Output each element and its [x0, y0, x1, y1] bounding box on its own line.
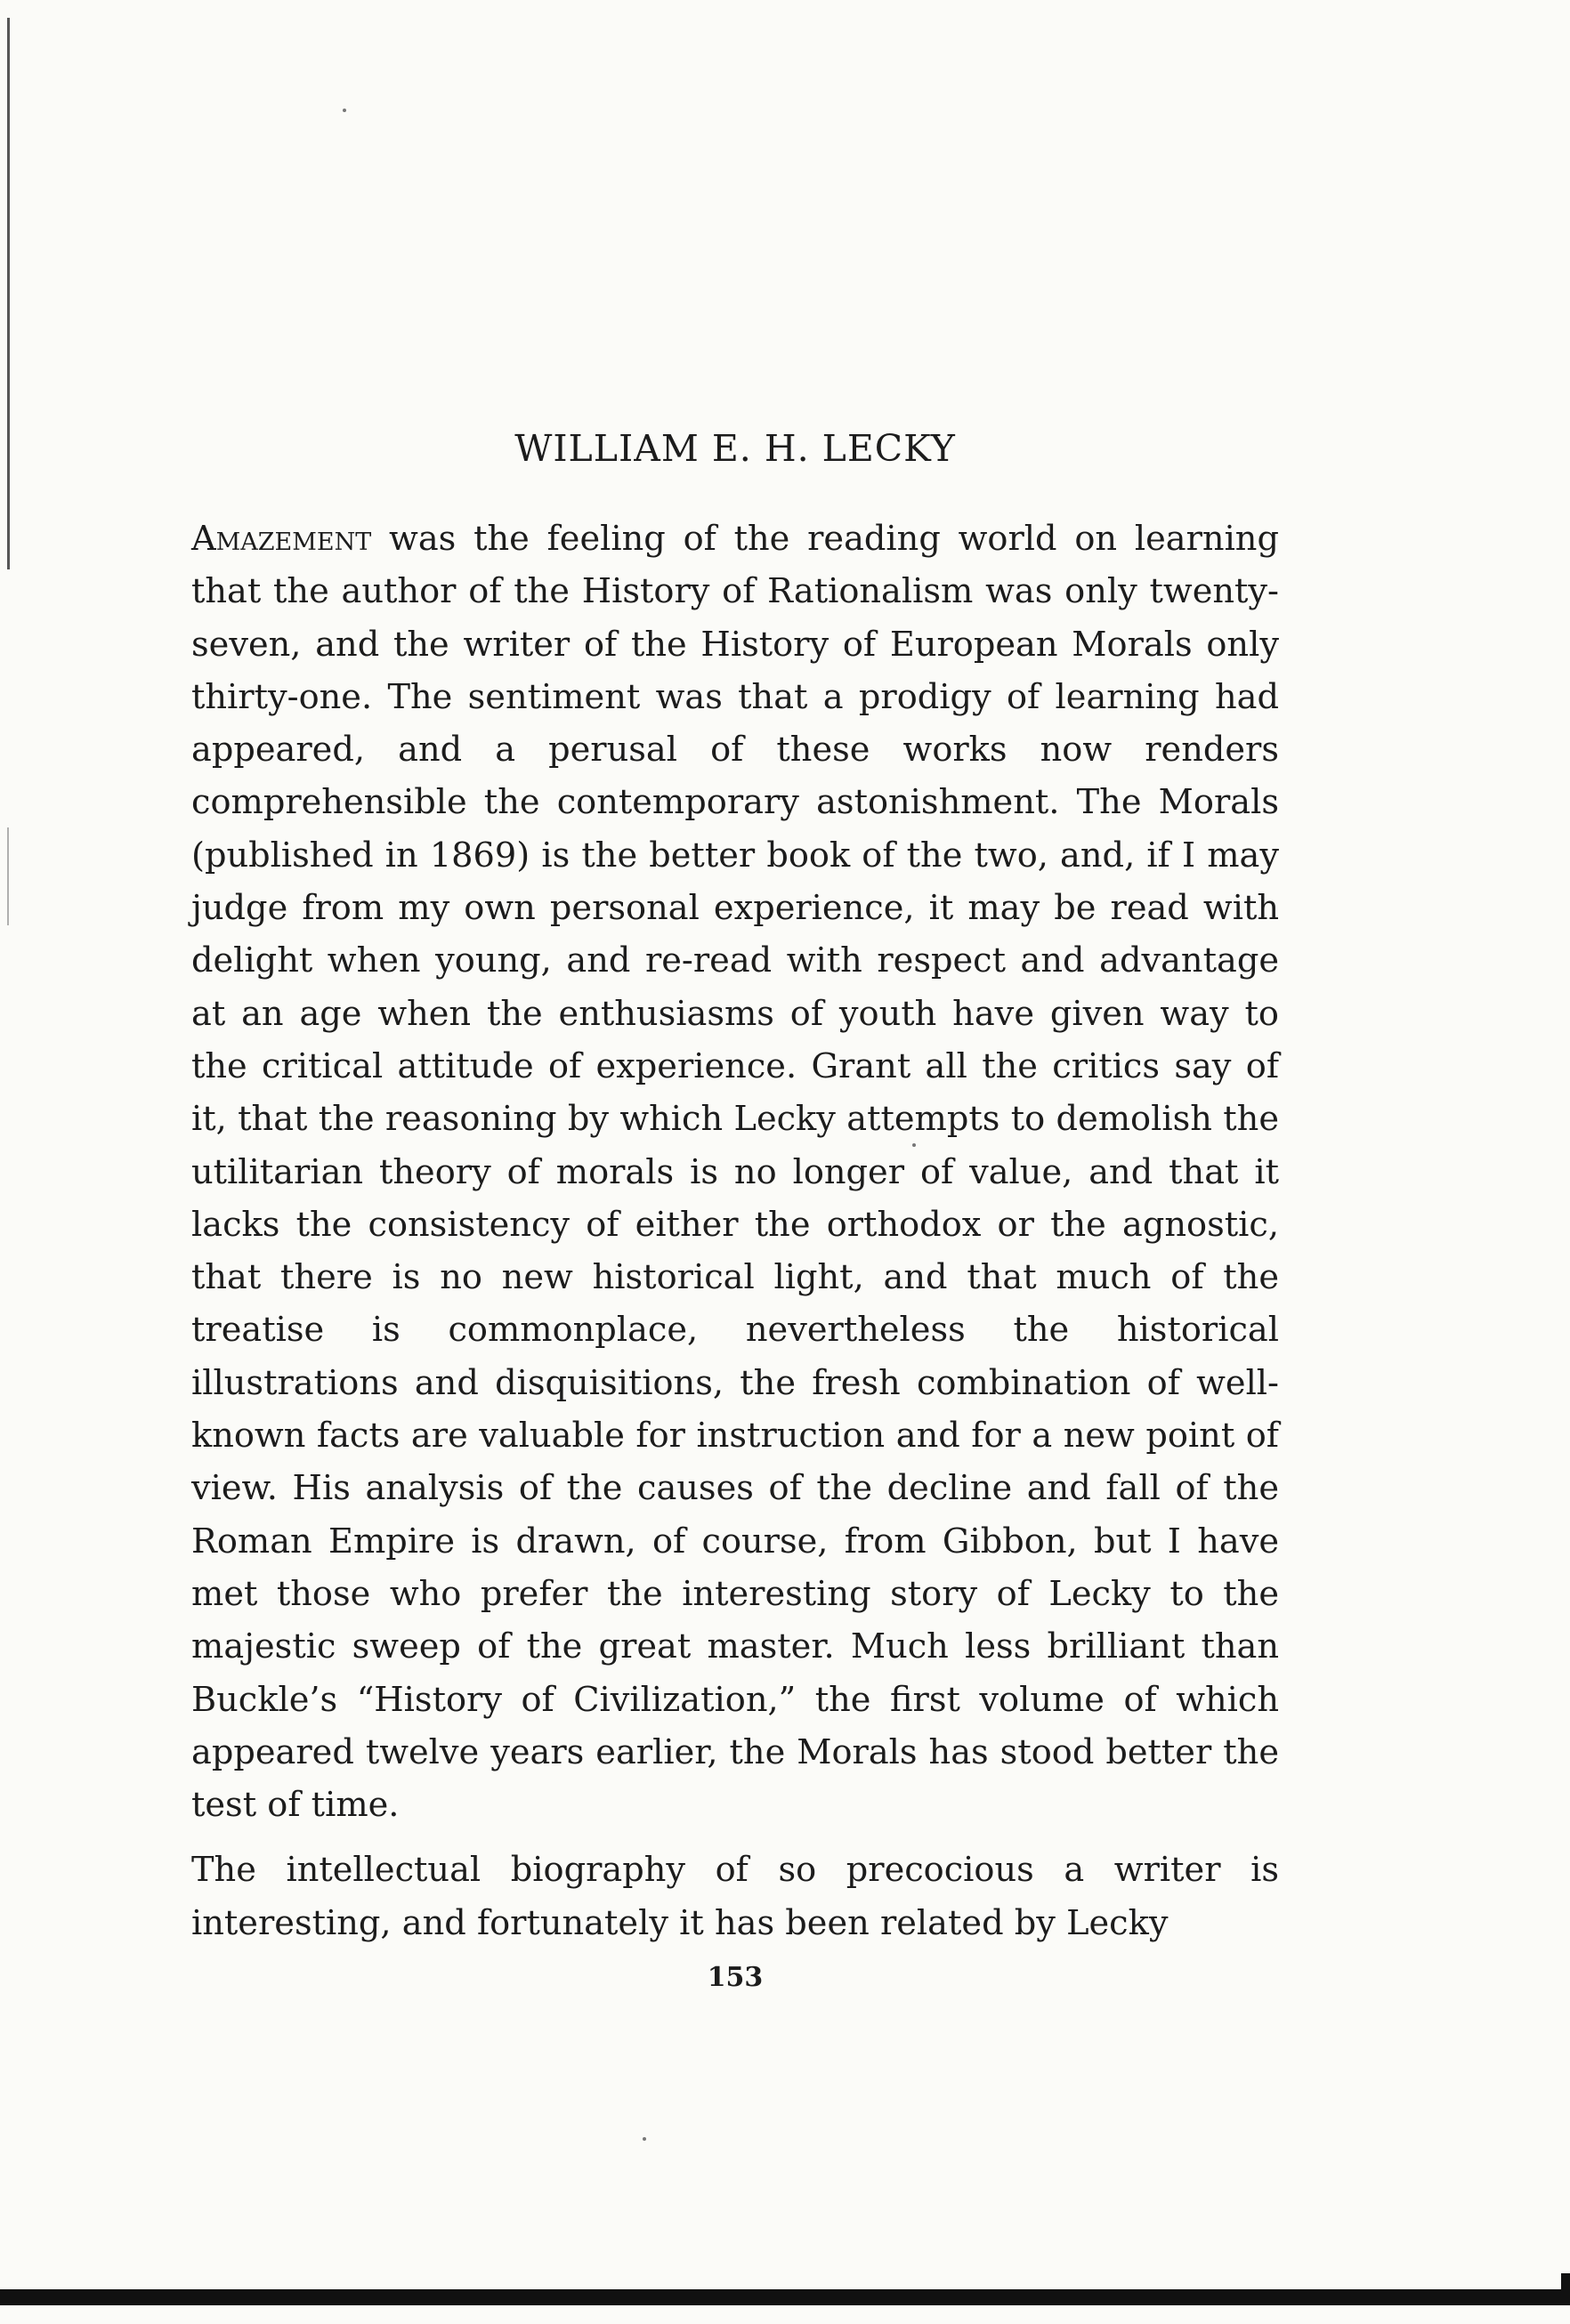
scan-edge-mark	[7, 18, 10, 569]
paragraph-text: The intellectual biography of so precocious a writer is interesting, and fortunately it has been related by Lecky	[191, 1850, 1279, 1943]
scan-speck	[343, 109, 346, 112]
scan-speck	[643, 2137, 646, 2141]
body-text	[191, 512, 1279, 1949]
scan-bottom-edge-end	[1561, 2273, 1570, 2305]
page-content	[191, 427, 1279, 1993]
paragraph-text: was the feeling of the reading world on learning that the author of the History of Rationalism was only twenty-seven, and the writer of the History of European Morals only thirty-one. The sentiment was that a prodigy of learning had appeared, and a perusal of these works now renders comprehensible the contemporary astonishment. The Morals (published in 1869) is the better book of the two, and, if I may judge from my own personal experience, it may be read with delight when young, and re-read with respect and advantage at an age when the enthusiasms of youth have given way to the critical attitude of experience. Grant all the critics say of it, that the reasoning by which Lecky attempts to demolish the utilitarian theory of morals is no longer of value, and that it lacks the consistency of either the orthodox or the agnostic, that there is no new historical light, and that much of the treatise is commonplace, nevertheless the historical illustrations and disquisitions, the fresh combination of well-known facts are valuable for instruction and for a new point of view. His analysis of the causes of the decline and fall of the Roman Empire is drawn, of course, from Gibbon, but I have met those who prefer the interesting story of Lecky to the majestic sweep of the great master. Much less brilliant than Buckle’s “History of Civilization,” the first volume of which appeared twelve years earlier, the Morals has stood better the test of time.	[191, 519, 1279, 1826]
scan-speck	[912, 1143, 916, 1147]
lead-word: Amazement	[191, 519, 372, 559]
scan-edge-mark	[7, 827, 9, 925]
chapter-title: WILLIAM E. H. LECKY	[514, 427, 956, 470]
paragraph	[191, 512, 1279, 1831]
scan-bottom-edge	[0, 2289, 1570, 2305]
paragraph	[191, 1844, 1279, 1949]
page-number: 153	[707, 1962, 764, 1994]
